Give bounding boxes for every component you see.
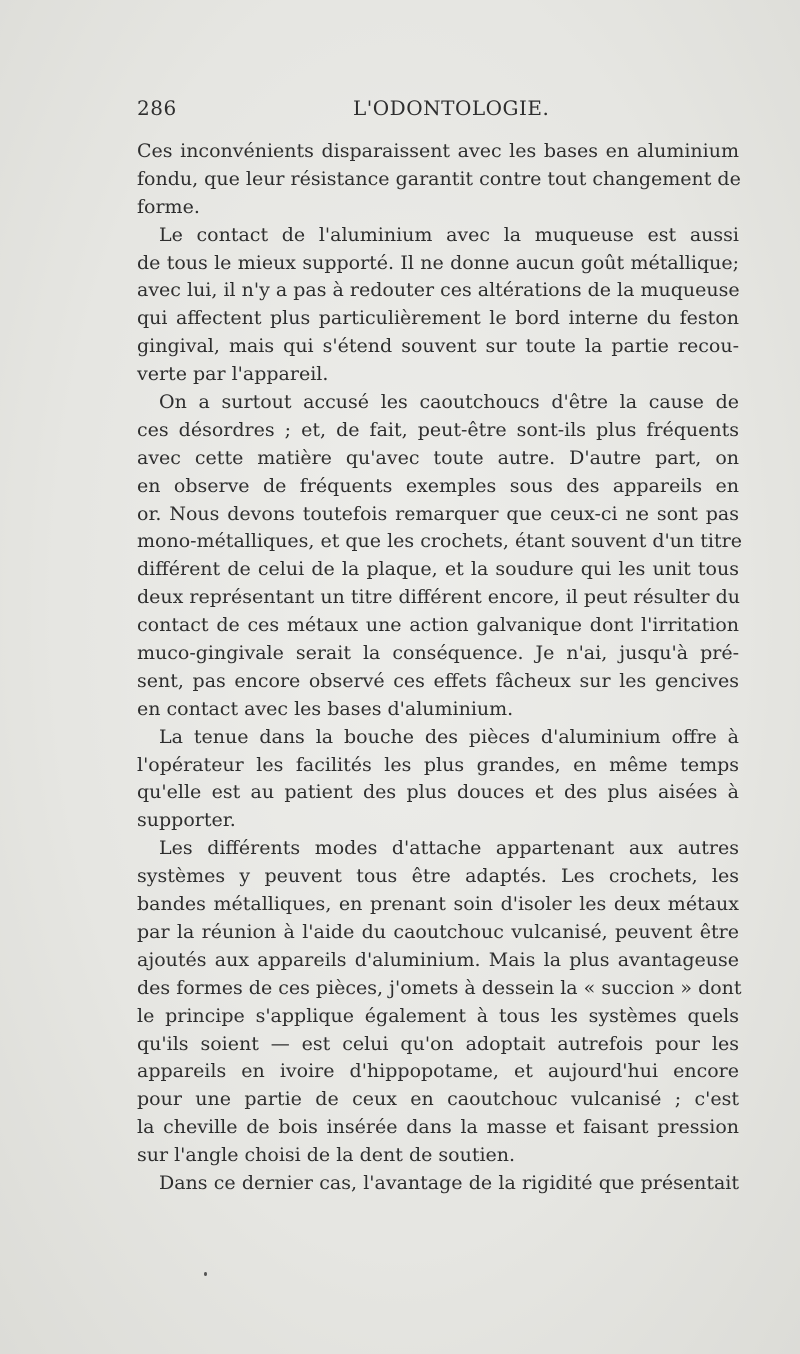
text-line: contact de ces métaux une action galvanique dont l'irritation — [137, 614, 739, 637]
text-line: pour une partie de ceux en caoutchouc vulcanisé ; c'est — [137, 1088, 739, 1111]
text-line: deux représentant un titre différent encore, il peut résulter du — [137, 586, 741, 609]
text-line: la cheville de bois insérée dans la masse et faisant pression — [137, 1116, 739, 1139]
text-line: qui affectent plus particulièrement le bord interne du feston — [137, 307, 739, 330]
text-line: avec lui, il n'y a pas à redouter ces altérations de la muqueuse — [137, 279, 740, 302]
text-line: le principe s'applique également à tous les systèmes quels — [137, 1004, 739, 1027]
text-line: des formes de ces pièces, j'omets à dessein la « succion » dont — [137, 976, 742, 999]
page-number: 286 — [137, 96, 177, 120]
text-line: La tenue dans la bouche des pièces d'aluminium offre à — [159, 725, 739, 748]
text-line: or. Nous devons toutefois remarquer que ceux-ci ne sont pas — [137, 502, 739, 525]
text-line: l'opérateur les facilités les plus grandes, en même temps — [137, 753, 739, 776]
text-line: avec cette matière qu'avec toute autre. D'autre part, on — [137, 446, 739, 469]
text-line: Le contact de l'aluminium avec la muqueuse est aussi — [159, 223, 739, 246]
ink-speck — [204, 1272, 207, 1276]
text-line: qu'ils soient — est celui qu'on adoptait autrefois pour les — [137, 1032, 739, 1055]
text-line: Ces inconvénients disparaissent avec les bases en aluminium — [137, 140, 739, 162]
text-line: ces désordres ; et, de fait, peut-être sont-ils plus fréquents — [137, 418, 739, 441]
text-line: qu'elle est au patient des plus douces et des plus aisées à — [137, 781, 739, 804]
text-line: différent de celui de la plaque, et la soudure qui les unit tous — [137, 558, 739, 581]
journal-title: L'ODONTOLOGIE. — [353, 96, 550, 120]
running-head — [137, 96, 737, 126]
text-line: sent, pas encore observé ces effets fâcheux sur les gencives — [137, 669, 739, 692]
text-line: muco-gingivale serait la conséquence. Je n'ai, jusqu'à pré- — [137, 642, 739, 665]
text-line: Dans ce dernier cas, l'avantage de la rigidité que présentait — [159, 1171, 739, 1194]
text-line: appareils en ivoire d'hippopotame, et aujourd'hui encore — [137, 1060, 739, 1083]
text-line: systèmes y peuvent tous être adaptés. Les crochets, les — [137, 865, 739, 888]
text-line: en contact avec les bases d'aluminium. — [137, 697, 514, 720]
body-text — [137, 138, 742, 1198]
text-line: bandes métalliques, en prenant soin d'isoler les deux métaux — [137, 893, 739, 916]
text-line: mono-métalliques, et que les crochets, étant souvent d'un titre — [137, 530, 742, 553]
text-line: gingival, mais qui s'étend souvent sur toute la partie recou- — [137, 335, 739, 358]
text-line: sur l'angle choisi de la dent de soutien. — [137, 1144, 516, 1167]
text-line: Les différents modes d'attache appartenant aux autres — [159, 837, 739, 860]
text-line: fondu, que leur résistance garantit contre tout changement de — [137, 167, 741, 190]
text-line: verte par l'appareil. — [137, 363, 329, 386]
text-line: en observe de fréquents exemples sous des appareils en — [137, 474, 739, 497]
text-line: de tous le mieux supporté. Il ne donne aucun goût métallique; — [137, 251, 739, 274]
text-line: forme. — [137, 195, 200, 218]
text-line: supporter. — [137, 809, 236, 832]
text-line: ajoutés aux appareils d'aluminium. Mais la plus avantageuse — [137, 948, 739, 971]
text-line: par la réunion à l'aide du caoutchouc vulcanisé, peuvent être — [137, 920, 739, 943]
text-line: On a surtout accusé les caoutchoucs d'être la cause de — [159, 391, 739, 414]
